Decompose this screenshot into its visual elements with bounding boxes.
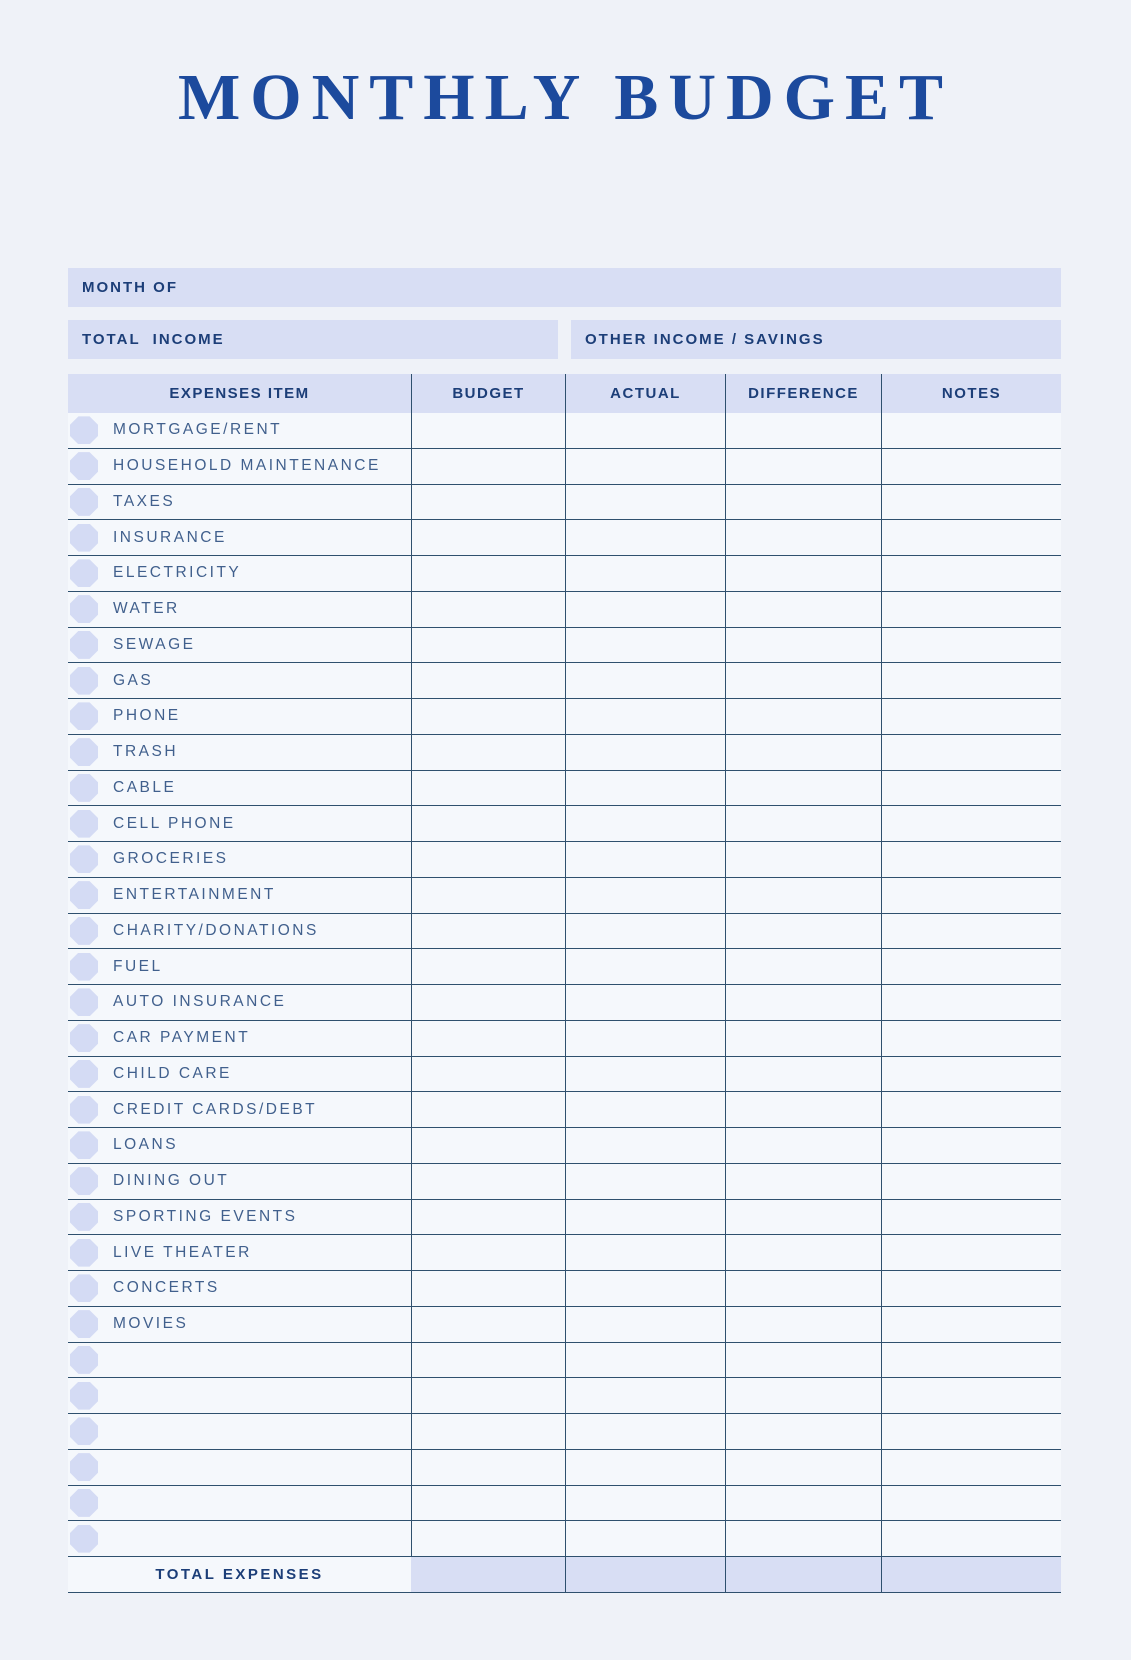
expense-item-cell[interactable] — [68, 1521, 411, 1556]
expense-row-movies — [68, 1307, 1061, 1343]
expense-item-cell — [68, 628, 411, 663]
total-notes-cell[interactable] — [881, 1557, 1061, 1592]
expense-row-water — [68, 592, 1061, 628]
row-bullet-icon — [70, 1131, 98, 1159]
notes-cell[interactable] — [881, 878, 1061, 913]
expense-row-cable — [68, 771, 1061, 807]
expense-item-cell[interactable] — [68, 1486, 411, 1521]
row-bullet-icon — [70, 881, 98, 909]
actual-cell[interactable] — [565, 1092, 725, 1127]
difference-cell[interactable] — [725, 1128, 881, 1163]
expense-item-cell — [68, 878, 411, 913]
actual-cell[interactable] — [565, 1164, 725, 1199]
total-income-label: TOTAL INCOME — [82, 331, 225, 348]
actual-cell[interactable] — [565, 1343, 725, 1378]
expense-row-phone — [68, 699, 1061, 735]
expense-row-credit-cards-debt — [68, 1092, 1061, 1128]
expense-item-label: MORTGAGE/RENT — [113, 421, 283, 439]
notes-cell[interactable] — [881, 842, 1061, 877]
difference-cell[interactable] — [725, 1521, 881, 1556]
notes-cell[interactable] — [881, 699, 1061, 734]
difference-cell[interactable] — [725, 1271, 881, 1306]
notes-cell[interactable] — [881, 985, 1061, 1020]
difference-cell[interactable] — [725, 1164, 881, 1199]
row-bullet-icon — [70, 488, 98, 516]
notes-cell[interactable] — [881, 1414, 1061, 1449]
difference-cell[interactable] — [725, 771, 881, 806]
row-bullet-icon — [70, 452, 98, 480]
difference-cell[interactable] — [725, 628, 881, 663]
notes-cell[interactable] — [881, 1271, 1061, 1306]
expense-item-cell[interactable] — [68, 1378, 411, 1413]
expense-item-cell — [68, 1235, 411, 1270]
notes-cell[interactable] — [881, 1200, 1061, 1235]
expense-row-fuel — [68, 949, 1061, 985]
expense-row-blank — [68, 1343, 1061, 1379]
notes-cell[interactable] — [881, 1021, 1061, 1056]
row-bullet-icon — [70, 631, 98, 659]
expense-row-trash — [68, 735, 1061, 771]
expense-item-label: HOUSEHOLD MAINTENANCE — [113, 457, 381, 475]
row-bullet-icon — [70, 1453, 98, 1481]
notes-cell[interactable] — [881, 663, 1061, 698]
row-bullet-icon — [70, 702, 98, 730]
notes-cell[interactable] — [881, 1164, 1061, 1199]
notes-cell[interactable] — [881, 1128, 1061, 1163]
actual-cell[interactable] — [565, 735, 725, 770]
expense-item-label: PHONE — [113, 707, 181, 725]
expense-row-charity-donations — [68, 914, 1061, 950]
row-bullet-icon — [70, 774, 98, 802]
expense-item-cell — [68, 1092, 411, 1127]
expense-row-taxes — [68, 485, 1061, 521]
actual-cell[interactable] — [565, 806, 725, 841]
row-bullet-icon — [70, 1346, 98, 1374]
total-expenses-row — [68, 1557, 1061, 1593]
row-bullet-icon — [70, 1489, 98, 1517]
expense-item-label: LIVE THEATER — [113, 1243, 252, 1261]
notes-cell[interactable] — [881, 485, 1061, 520]
actual-cell[interactable] — [565, 592, 725, 627]
expense-row-insurance — [68, 520, 1061, 556]
notes-cell[interactable] — [881, 1307, 1061, 1342]
row-bullet-icon — [70, 917, 98, 945]
expense-item-cell — [68, 1128, 411, 1163]
notes-cell[interactable] — [881, 1057, 1061, 1092]
notes-cell[interactable] — [881, 628, 1061, 663]
notes-cell[interactable] — [881, 413, 1061, 448]
notes-cell[interactable] — [881, 520, 1061, 555]
expense-item-label: CONCERTS — [113, 1279, 220, 1297]
expense-item-label: CELL PHONE — [113, 814, 236, 832]
difference-cell[interactable] — [725, 1378, 881, 1413]
budget-cell[interactable] — [411, 878, 565, 913]
expense-item-label: ENTERTAINMENT — [113, 886, 276, 904]
expense-row-mortgage-rent — [68, 413, 1061, 449]
total-budget-cell[interactable] — [411, 1557, 565, 1592]
budget-cell[interactable] — [411, 1128, 565, 1163]
notes-cell[interactable] — [881, 1486, 1061, 1521]
expense-item-cell — [68, 914, 411, 949]
income-section — [68, 320, 1061, 359]
budget-cell[interactable] — [411, 1450, 565, 1485]
col-header-actual: ACTUAL — [565, 374, 725, 413]
budget-cell[interactable] — [411, 592, 565, 627]
budget-cell[interactable] — [411, 699, 565, 734]
budget-cell[interactable] — [411, 1271, 565, 1306]
row-bullet-icon — [70, 667, 98, 695]
notes-cell[interactable] — [881, 1235, 1061, 1270]
expense-item-cell — [68, 699, 411, 734]
expense-item-cell — [68, 985, 411, 1020]
expense-row-concerts — [68, 1271, 1061, 1307]
expense-row-blank — [68, 1486, 1061, 1522]
budget-cell[interactable] — [411, 842, 565, 877]
difference-cell[interactable] — [725, 1200, 881, 1235]
expense-row-cell-phone — [68, 806, 1061, 842]
difference-cell[interactable] — [725, 449, 881, 484]
expense-item-cell — [68, 1271, 411, 1306]
difference-cell[interactable] — [725, 699, 881, 734]
difference-cell[interactable] — [725, 914, 881, 949]
row-bullet-icon — [70, 738, 98, 766]
row-bullet-icon — [70, 559, 98, 587]
expense-row-household-maintenance — [68, 449, 1061, 485]
expense-item-cell — [68, 485, 411, 520]
notes-cell[interactable] — [881, 949, 1061, 984]
expense-item-cell — [68, 806, 411, 841]
actual-cell[interactable] — [565, 520, 725, 555]
row-bullet-icon — [70, 1382, 98, 1410]
expense-row-blank — [68, 1414, 1061, 1450]
budget-cell[interactable] — [411, 520, 565, 555]
expense-item-label: TAXES — [113, 492, 176, 510]
total-income-field[interactable] — [68, 320, 558, 359]
expense-item-label: FUEL — [113, 957, 163, 975]
actual-cell[interactable] — [565, 699, 725, 734]
difference-cell[interactable] — [725, 985, 881, 1020]
row-bullet-icon — [70, 524, 98, 552]
actual-cell[interactable] — [565, 556, 725, 591]
expense-item-label: CHILD CARE — [113, 1064, 232, 1082]
expense-item-cell — [68, 663, 411, 698]
row-bullet-icon — [70, 1167, 98, 1195]
notes-cell[interactable] — [881, 592, 1061, 627]
budget-cell[interactable] — [411, 1021, 565, 1056]
budget-cell[interactable] — [411, 806, 565, 841]
row-bullet-icon — [70, 416, 98, 444]
notes-cell[interactable] — [881, 735, 1061, 770]
expense-item-cell — [68, 1021, 411, 1056]
notes-cell[interactable] — [881, 1378, 1061, 1413]
actual-cell[interactable] — [565, 663, 725, 698]
actual-cell[interactable] — [565, 1450, 725, 1485]
actual-cell[interactable] — [565, 1414, 725, 1449]
expense-item-cell — [68, 520, 411, 555]
expense-row-child-care — [68, 1057, 1061, 1093]
expense-item-cell[interactable] — [68, 1450, 411, 1485]
expense-item-cell — [68, 413, 411, 448]
difference-cell[interactable] — [725, 1414, 881, 1449]
expense-item-label: CREDIT CARDS/DEBT — [113, 1100, 318, 1118]
row-bullet-icon — [70, 953, 98, 981]
expense-item-cell[interactable] — [68, 1343, 411, 1378]
expense-item-label: CAR PAYMENT — [113, 1029, 251, 1047]
total-actual-cell[interactable] — [565, 1557, 725, 1592]
col-header-expenses-item: EXPENSES ITEM — [169, 385, 310, 402]
expense-item-cell — [68, 1164, 411, 1199]
budget-cell[interactable] — [411, 1414, 565, 1449]
budget-cell[interactable] — [411, 1200, 565, 1235]
difference-cell[interactable] — [725, 878, 881, 913]
difference-cell[interactable] — [725, 1307, 881, 1342]
expense-item-cell — [68, 949, 411, 984]
difference-cell[interactable] — [725, 806, 881, 841]
row-bullet-icon — [70, 1274, 98, 1302]
expense-item-label: GROCERIES — [113, 850, 229, 868]
row-bullet-icon — [70, 1024, 98, 1052]
expense-item-label: MOVIES — [113, 1315, 189, 1333]
col-header-notes: NOTES — [881, 374, 1061, 413]
budget-cell[interactable] — [411, 949, 565, 984]
total-difference-cell[interactable] — [725, 1557, 881, 1592]
budget-cell[interactable] — [411, 1164, 565, 1199]
row-bullet-icon — [70, 1060, 98, 1088]
expenses-table-header — [68, 374, 1061, 413]
expense-item-label: DINING OUT — [113, 1172, 230, 1190]
difference-cell[interactable] — [725, 1343, 881, 1378]
difference-cell[interactable] — [725, 1021, 881, 1056]
difference-cell[interactable] — [725, 592, 881, 627]
notes-cell[interactable] — [881, 1450, 1061, 1485]
actual-cell[interactable] — [565, 449, 725, 484]
difference-cell[interactable] — [725, 1057, 881, 1092]
notes-cell[interactable] — [881, 449, 1061, 484]
difference-cell[interactable] — [725, 1092, 881, 1127]
actual-cell[interactable] — [565, 1521, 725, 1556]
expense-row-gas — [68, 663, 1061, 699]
actual-cell[interactable] — [565, 1128, 725, 1163]
budget-cell[interactable] — [411, 1343, 565, 1378]
expense-row-entertainment — [68, 878, 1061, 914]
expense-row-sporting-events — [68, 1200, 1061, 1236]
expense-item-label: CABLE — [113, 778, 177, 796]
difference-cell[interactable] — [725, 485, 881, 520]
expense-row-auto-insurance — [68, 985, 1061, 1021]
budget-cell[interactable] — [411, 485, 565, 520]
budget-cell[interactable] — [411, 663, 565, 698]
row-bullet-icon — [70, 1239, 98, 1267]
expense-item-cell — [68, 1307, 411, 1342]
expense-item-label: ELECTRICITY — [113, 564, 242, 582]
actual-cell[interactable] — [565, 1271, 725, 1306]
difference-cell[interactable] — [725, 1450, 881, 1485]
budget-cell[interactable] — [411, 1057, 565, 1092]
expense-item-label: WATER — [113, 600, 180, 618]
budget-cell[interactable] — [411, 449, 565, 484]
expense-row-blank — [68, 1378, 1061, 1414]
expense-item-label: SEWAGE — [113, 635, 196, 653]
budget-cell[interactable] — [411, 1378, 565, 1413]
expense-item-label: CHARITY/DONATIONS — [113, 921, 319, 939]
actual-cell[interactable] — [565, 413, 725, 448]
actual-cell[interactable] — [565, 878, 725, 913]
expense-row-blank — [68, 1450, 1061, 1486]
expense-item-cell — [68, 449, 411, 484]
actual-cell[interactable] — [565, 1307, 725, 1342]
total-expenses-label: TOTAL EXPENSES — [68, 1557, 411, 1592]
notes-cell[interactable] — [881, 1521, 1061, 1556]
notes-cell[interactable] — [881, 806, 1061, 841]
row-bullet-icon — [70, 1525, 98, 1553]
other-income-savings-label: OTHER INCOME / SAVINGS — [585, 331, 825, 348]
difference-cell[interactable] — [725, 949, 881, 984]
budget-cell[interactable] — [411, 1486, 565, 1521]
expense-item-cell — [68, 1200, 411, 1235]
notes-cell[interactable] — [881, 1343, 1061, 1378]
difference-cell[interactable] — [725, 842, 881, 877]
row-bullet-icon — [70, 845, 98, 873]
expense-row-groceries — [68, 842, 1061, 878]
actual-cell[interactable] — [565, 1486, 725, 1521]
actual-cell[interactable] — [565, 1200, 725, 1235]
expense-row-sewage — [68, 628, 1061, 664]
expense-row-blank — [68, 1521, 1061, 1557]
budget-cell[interactable] — [411, 1521, 565, 1556]
notes-cell[interactable] — [881, 914, 1061, 949]
expense-item-cell — [68, 771, 411, 806]
difference-cell[interactable] — [725, 413, 881, 448]
expense-row-loans — [68, 1128, 1061, 1164]
actual-cell[interactable] — [565, 1378, 725, 1413]
expense-item-cell — [68, 1057, 411, 1092]
difference-cell[interactable] — [725, 1235, 881, 1270]
expense-item-cell — [68, 842, 411, 877]
budget-cell[interactable] — [411, 735, 565, 770]
expense-item-cell — [68, 592, 411, 627]
actual-cell[interactable] — [565, 1235, 725, 1270]
notes-cell[interactable] — [881, 556, 1061, 591]
month-of-label: MONTH OF — [82, 279, 178, 296]
expense-item-cell[interactable] — [68, 1414, 411, 1449]
difference-cell[interactable] — [725, 663, 881, 698]
other-income-savings-field[interactable] — [571, 320, 1061, 359]
budget-cell[interactable] — [411, 556, 565, 591]
month-of-field[interactable] — [68, 268, 1061, 307]
expense-item-label: INSURANCE — [113, 528, 227, 546]
expense-item-cell — [68, 735, 411, 770]
difference-cell[interactable] — [725, 735, 881, 770]
expense-row-live-theater — [68, 1235, 1061, 1271]
expenses-table — [68, 374, 1061, 1593]
budget-cell[interactable] — [411, 914, 565, 949]
difference-cell[interactable] — [725, 556, 881, 591]
expense-item-label: GAS — [113, 671, 154, 689]
difference-cell[interactable] — [725, 1486, 881, 1521]
expense-item-cell — [68, 556, 411, 591]
budget-cell[interactable] — [411, 1092, 565, 1127]
expense-item-label: SPORTING EVENTS — [113, 1207, 298, 1225]
notes-cell[interactable] — [881, 771, 1061, 806]
budget-cell[interactable] — [411, 771, 565, 806]
actual-cell[interactable] — [565, 1057, 725, 1092]
budget-cell[interactable] — [411, 1235, 565, 1270]
row-bullet-icon — [70, 1310, 98, 1338]
row-bullet-icon — [70, 595, 98, 623]
actual-cell[interactable] — [565, 985, 725, 1020]
actual-cell[interactable] — [565, 1021, 725, 1056]
budget-sheet — [0, 60, 1131, 1660]
expense-row-dining-out — [68, 1164, 1061, 1200]
actual-cell[interactable] — [565, 771, 725, 806]
expense-row-electricity — [68, 556, 1061, 592]
expense-row-car-payment — [68, 1021, 1061, 1057]
expenses-table-body — [68, 413, 1061, 1557]
row-bullet-icon — [70, 1096, 98, 1124]
notes-cell[interactable] — [881, 1092, 1061, 1127]
row-bullet-icon — [70, 988, 98, 1016]
row-bullet-icon — [70, 810, 98, 838]
difference-cell[interactable] — [725, 520, 881, 555]
actual-cell[interactable] — [565, 628, 725, 663]
page-title: MONTHLY BUDGET — [177, 61, 954, 134]
budget-cell[interactable] — [411, 413, 565, 448]
actual-cell[interactable] — [565, 485, 725, 520]
expense-item-label: TRASH — [113, 743, 179, 761]
budget-cell[interactable] — [411, 1307, 565, 1342]
budget-cell[interactable] — [411, 628, 565, 663]
row-bullet-icon — [70, 1417, 98, 1445]
budget-cell[interactable] — [411, 985, 565, 1020]
sheet-content — [68, 268, 1061, 1593]
actual-cell[interactable] — [565, 949, 725, 984]
row-bullet-icon — [70, 1203, 98, 1231]
expense-item-label: AUTO INSURANCE — [113, 993, 287, 1011]
col-header-budget: BUDGET — [411, 374, 565, 413]
expense-item-label: LOANS — [113, 1136, 179, 1154]
actual-cell[interactable] — [565, 914, 725, 949]
col-header-difference: DIFFERENCE — [725, 374, 881, 413]
actual-cell[interactable] — [565, 842, 725, 877]
